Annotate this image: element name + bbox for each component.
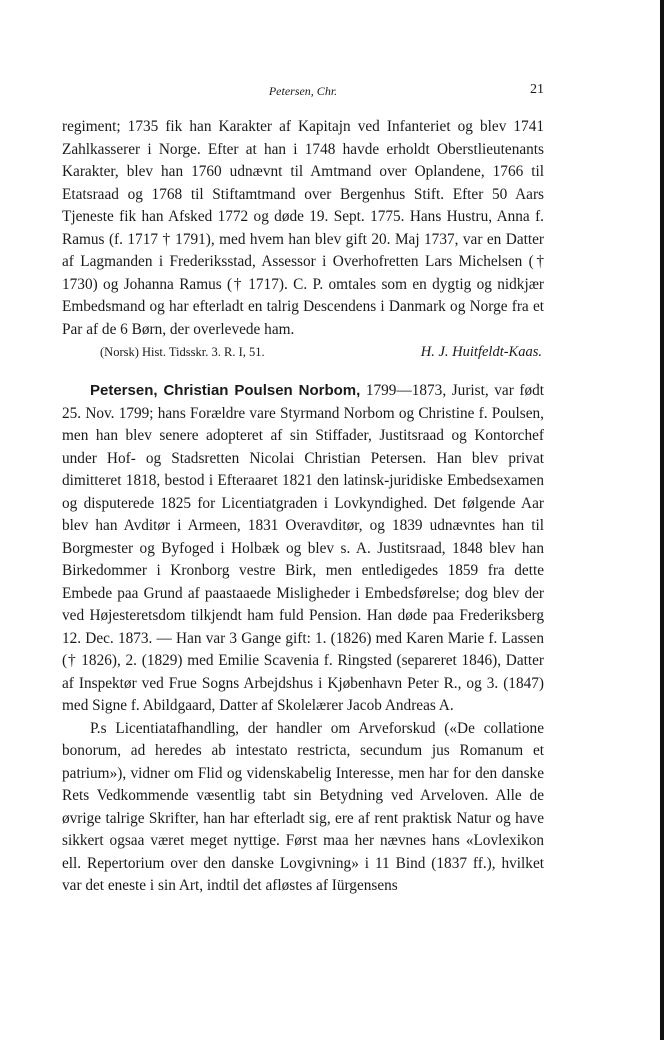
running-head: Petersen, Chr.: [268, 84, 338, 98]
paragraph-continued: regiment; 1735 fik han Karakter af Kapitajn ved Infanteriet og blev 1741 Zahlkasserer i Norge. Efter at han i 1748 havde erholdt Oberstlieutenants Karakter, blev han 1760 udnævnt til Amtmand over Oplandene, 1766 til Etatsraad og 1768 til Stiftamtmand over Bergenhus Stift. Efter 50 Aars Tjeneste fik han Afsked 1772 og døde 19. Sept. 1775. Hans Hustru, Anna f. Ramus (f. 1717 † 1791), med hvem han blev gift 20. Maj 1737, var en Datter af Lagmanden i Frederiksstad, Assessor i Overhofretten Lars Michelsen († 1730) og Johanna Ramus († 1717). C. P. omtales som en dygtig og nidkjær Embedsmand og har efterladt en talrig Descendens i Danmark og Norge fra et Par af de 6 Børn, der overlevede ham.: [62, 118, 544, 338]
biography-continuation: [62, 116, 544, 341]
entry-headword: Petersen, Christian Poulsen Norbom,: [90, 382, 361, 399]
biography-entry: [62, 380, 544, 898]
page-header: [62, 82, 544, 102]
source-reference: (Norsk) Hist. Tidsskr. 3. R. I, 51.: [100, 345, 265, 359]
page-number: 21: [530, 82, 544, 97]
article-author: H. J. Huitfeldt-Kaas.: [420, 344, 542, 360]
works-paragraph: P.s Licentiatafhandling, der handler om Arveforskud («De collatione bonorum, ad heredes ab intestato restricta, secundum jus Romanum et patrium»), vidner om Flid og videnskabelig Interesse, men har for den danske Rets Vedkommende væsentlig tabt sin Betydning ved Arveloven. Alle de øvrige talrige Skrifter, han har efterladt sig, ere af rent praktisk Natur og have sikkert ogsaa været meget nyttige. Først maa her nævnes hans «Lovlexikon ell. Repertorium over den danske Lovgivning» i 11 Bind (1837 ff.), hvilket var det eneste i sin Art, indtil det afløstes af Iürgensens: [62, 719, 544, 894]
page-edge-rule: [660, 0, 664, 1040]
entry-paragraph: [62, 380, 544, 718]
entry-body: 1799—1873, Jurist, var født 25. Nov. 1799; hans Forældre vare Styrmand Norbom og Christine f. Poulsen, men han blev senere adopteret af sin Stiffader, Justitsraad og Kontorchef under Hof- og Stadsretten Nicolai Christian Petersen. Han blev privat dimitteret 1818, bestod i Efteraaret 1821 den latinsk-juridiske Embedsexamen og disputerede 1825 for Licentiatgraden i Lovkyndighed. Det følgende Aar blev han Avditør i Armeen, 1831 Overavditør, og 1839 udnævntes han til Borgmester og Byfoged i Holbæk og blev s. A. Justitsraad, 1848 blev han Birkedommer i Kronborg vestre Birk, men entledigedes 1859 fra dette Embede paa Grund af paastaaede Misligheder i Embedsførelse; dog blev der ved Højesteretsdom tilkjendt ham fuld Pension. Han døde paa Frederiksberg 12. Dec. 1873. — Han var 3 Gange gift: 1. (1826) med Karen Marie f. Lassen († 1826), 2. (1829) med Emilie Scavenia f. Ringsted (separeret 1846), Datter af Inspektør ved Frue Sogns Arbejdshus i Kjøbenhavn Peter R., og 3. (1847) med Signe f. Abildgaard, Datter af Skolelærer Jacob Andreas A.: [62, 382, 544, 714]
source-line: [62, 341, 544, 363]
